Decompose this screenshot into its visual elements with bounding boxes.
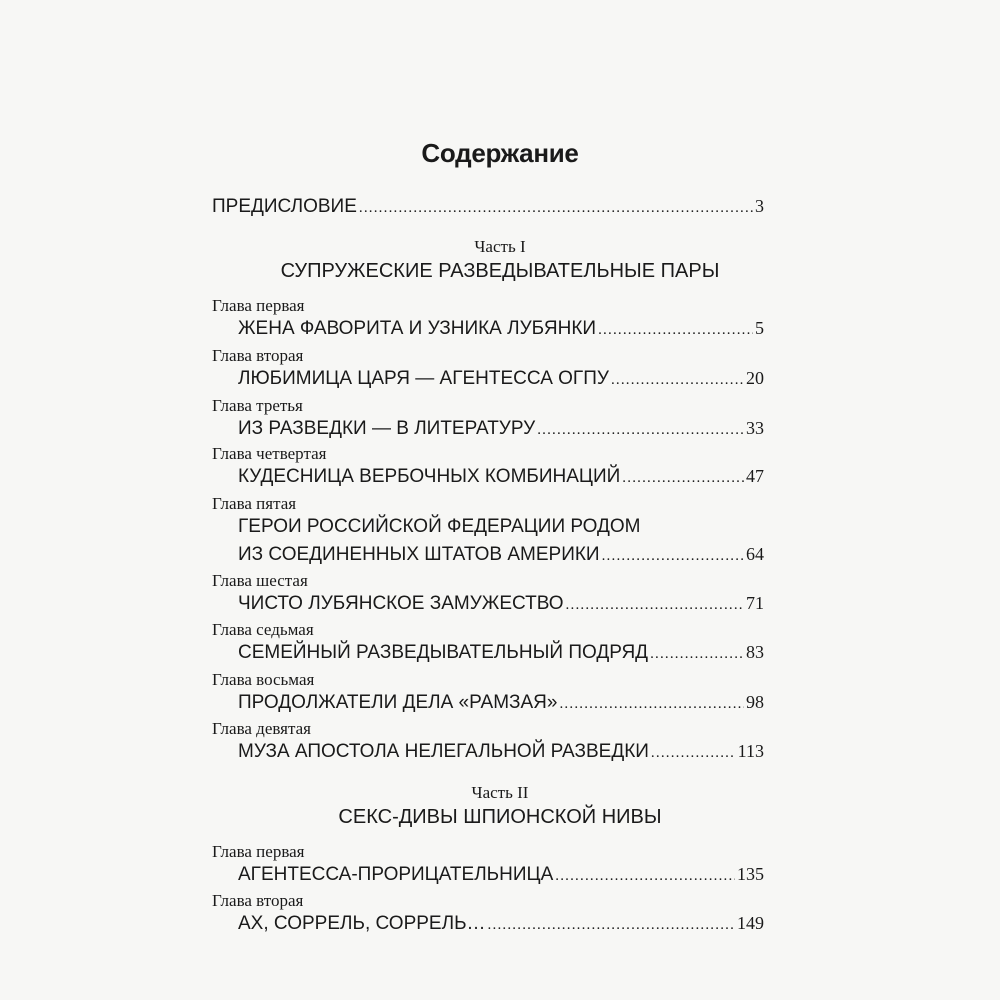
dot-leader [559,696,744,713]
dot-leader [359,200,753,217]
chapter-label: Глава первая [212,296,305,315]
entry-title: АГЕНТЕССА-ПРОРИЦАТЕЛЬНИЦА [238,864,554,885]
dot-leader [622,470,744,487]
page-number: 3 [755,196,764,216]
chapter-label: Глава седьмая [212,620,314,639]
dot-leader [488,917,735,934]
chapter-label: Глава девятая [212,719,311,738]
entry-title: СЕМЕЙНЫЙ РАЗВЕДЫВАТЕЛЬНЫЙ ПОДРЯД [238,642,649,663]
toc-entry-preface [212,196,764,218]
toc-entry [238,741,764,763]
chapter-label: Глава шестая [212,571,308,590]
toc-entry [238,318,764,340]
dot-leader [602,548,744,565]
chapter-label: Глава третья [212,396,303,415]
entry-title: АХ, СОРРЕЛЬ, СОРРЕЛЬ… [238,913,486,934]
entry-title: ЖЕНА ФАВОРИТА И УЗНИКА ЛУБЯНКИ [238,318,597,339]
page-number: 113 [737,741,764,761]
chapter-label: Глава четвертая [212,444,327,463]
dot-leader [555,868,735,885]
toc-entry [238,593,764,615]
page-number: 98 [746,692,764,712]
chapter-label: Глава первая [212,842,305,861]
page-number: 20 [746,368,764,388]
chapter-label: Глава вторая [212,891,304,910]
page-number: 64 [746,544,764,564]
entry-title: ИЗ РАЗВЕДКИ — В ЛИТЕРАТУРУ [238,418,536,439]
dot-leader [650,646,744,663]
part-label: Часть I [474,237,526,256]
chapter-label: Глава вторая [212,346,304,365]
page-number: 71 [746,593,764,613]
dot-leader [566,597,744,614]
page-title: Содержание [421,138,579,168]
entry-title: ПРЕДИСЛОВИЕ [212,196,357,217]
entry-title: ИЗ СОЕДИНЕННЫХ ШТАТОВ АМЕРИКИ [238,544,600,565]
dot-leader [598,322,753,339]
page-number: 83 [746,642,764,662]
toc-entry [238,642,764,664]
chapter-label: Глава восьмая [212,670,315,689]
entry-title: КУДЕСНИЦА ВЕРБОЧНЫХ КОМБИНАЦИЙ [238,466,621,487]
page-number: 5 [755,318,764,338]
entry-title: ПРОДОЛЖАТЕЛИ ДЕЛА «РАМЗАЯ» [238,692,558,713]
dot-leader [537,422,744,439]
entry-title-line1: ГЕРОИ РОССИЙСКОЙ ФЕДЕРАЦИИ РОДОМ [238,516,641,537]
page-number: 33 [746,418,764,438]
toc-entry [238,418,764,440]
toc-entry [238,466,764,488]
part-label: Часть II [471,783,529,802]
page-number: 135 [737,864,764,884]
entry-title: ЛЮБИМИЦА ЦАРЯ — АГЕНТЕССА ОГПУ [238,368,609,389]
part-title: СЕКС-ДИВЫ ШПИОНСКОЙ НИВЫ [338,806,662,828]
dot-leader [651,745,736,762]
entry-title: ЧИСТО ЛУБЯНСКОЕ ЗАМУЖЕСТВО [238,593,564,614]
toc-entry [238,913,764,935]
toc-entry [238,692,764,714]
toc-entry [238,544,764,566]
chapter-label: Глава пятая [212,494,297,513]
toc-entry [238,864,764,886]
toc-entry [238,368,764,390]
part-title: СУПРУЖЕСКИЕ РАЗВЕДЫВАТЕЛЬНЫЕ ПАРЫ [280,260,720,282]
page-number: 47 [746,466,764,486]
dot-leader [611,372,744,389]
page-number: 149 [737,913,764,933]
entry-title: МУЗА АПОСТОЛА НЕЛЕГАЛЬНОЙ РАЗВЕДКИ [238,741,649,762]
